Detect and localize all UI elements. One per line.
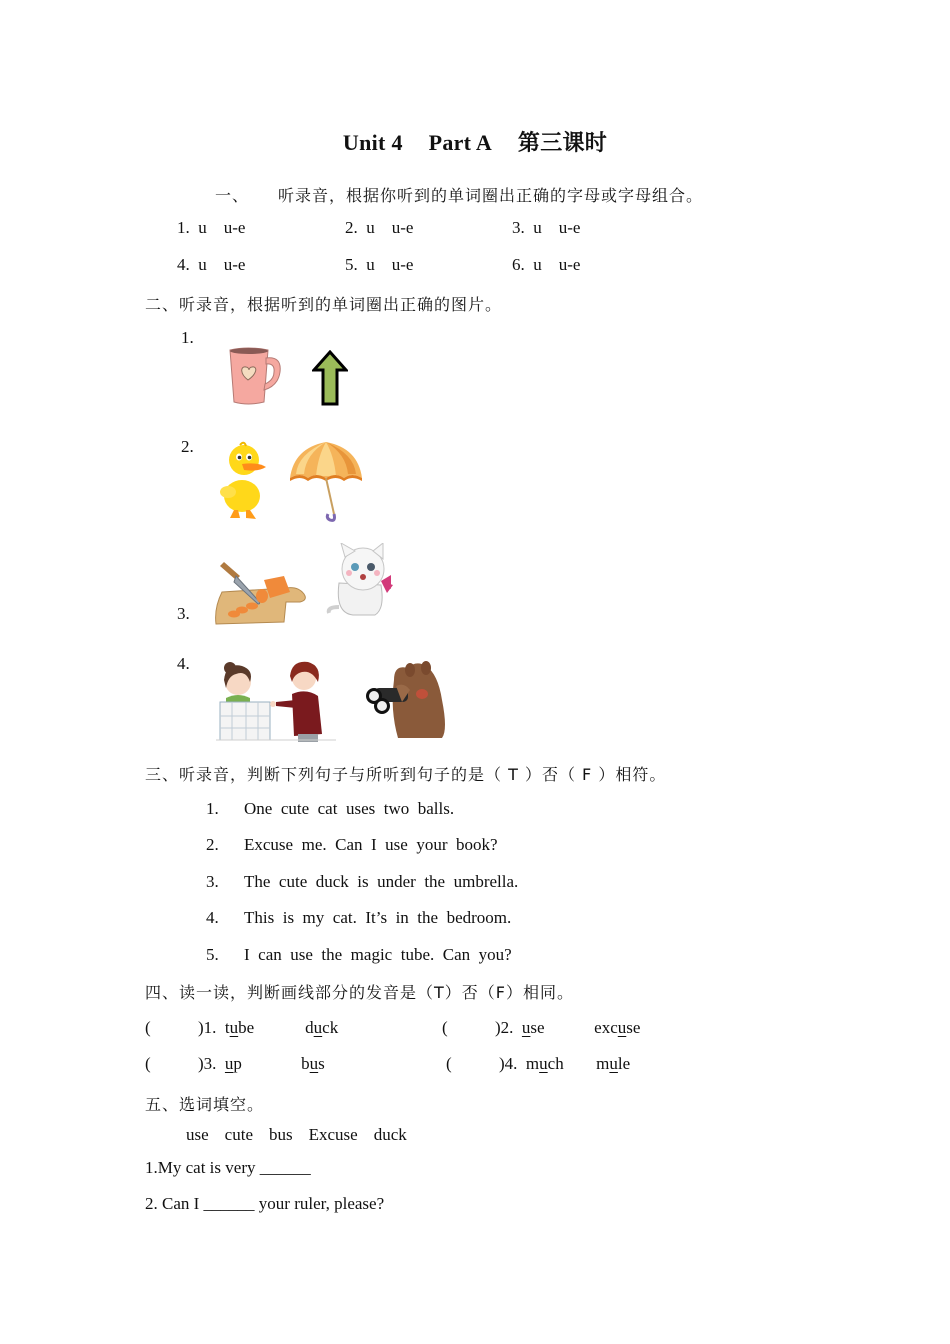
- mug-picture[interactable]: [226, 346, 284, 408]
- up-arrow-picture[interactable]: [312, 350, 348, 406]
- option-u-e[interactable]: u-e: [391, 255, 414, 274]
- section4-item-3: ( )3. up bus: [145, 1054, 325, 1073]
- fill-blank-item-1[interactable]: 1.My cat is very ______: [145, 1158, 311, 1177]
- section4-instruction: 四、读一读，判断画线部分的发音是（T）否（F）相同。: [145, 983, 574, 1002]
- section1-item-2: 2. u u-e: [345, 218, 414, 237]
- option-u[interactable]: u: [198, 255, 207, 274]
- word-bank-item: cute: [224, 1125, 253, 1144]
- kids-with-map-picture[interactable]: [216, 660, 336, 742]
- section3-item-1: 1. One cute cat uses two balls.: [206, 799, 455, 818]
- option-u[interactable]: u: [366, 255, 375, 274]
- section3-item-2: 2. Excuse me. Can I use your book?: [206, 835, 498, 854]
- option-u[interactable]: u: [198, 218, 207, 237]
- word-bank-item: use: [186, 1125, 209, 1144]
- title-unit: Unit 4: [342, 130, 403, 155]
- option-u-e[interactable]: u-e: [223, 218, 246, 237]
- word-duck: duck: [305, 1018, 339, 1037]
- section1-item-1: 1. u u-e: [177, 218, 246, 237]
- cutting-board-picture[interactable]: [214, 560, 310, 626]
- option-u-e[interactable]: u-e: [223, 255, 246, 274]
- option-u[interactable]: u: [366, 218, 375, 237]
- section1-item-3: 3. u u-e: [512, 218, 581, 237]
- word-bus: bus: [301, 1054, 325, 1073]
- section5-instruction: 五、选词填空。: [145, 1095, 265, 1114]
- word-bank-item: bus: [269, 1125, 293, 1144]
- section1-item-4: 4. u u-e: [177, 255, 246, 274]
- title-lesson: 第三课时: [517, 130, 608, 155]
- word-much: much: [525, 1054, 564, 1073]
- section3-item-3: 3. The cute duck is under the umbrella.: [206, 872, 519, 891]
- word-excuse: excuse: [594, 1018, 641, 1037]
- section2-num-4: 4.: [177, 654, 190, 673]
- duck-picture[interactable]: [214, 440, 270, 522]
- section1-marker: 一、: [215, 186, 250, 205]
- section1-item-5: 5. u u-e: [345, 255, 414, 274]
- section2-num-1: 1.: [181, 328, 194, 347]
- bear-with-binoculars-picture[interactable]: [360, 660, 450, 738]
- word-tube: tube: [224, 1018, 255, 1037]
- section2-num-3: 3.: [177, 604, 190, 623]
- option-u-e[interactable]: u-e: [391, 218, 414, 237]
- section3-instruction: 三、听录音，判断下列句子与所听到句子的是（ T ）否（ F ）相符。: [145, 765, 667, 784]
- word-mule: mule: [596, 1054, 631, 1073]
- page-title: [0, 126, 950, 157]
- answer-blank-open[interactable]: (: [145, 1054, 151, 1073]
- fill-blank-item-2[interactable]: 2. Can I ______ your ruler, please?: [145, 1194, 385, 1213]
- word-bank-item: duck: [373, 1125, 407, 1144]
- option-u-e[interactable]: u-e: [558, 255, 581, 274]
- umbrella-picture[interactable]: [288, 440, 364, 522]
- section3-item-5: 5. I can use the magic tube. Can you?: [206, 945, 512, 964]
- section1-instruction: 听录音，根据你听到的单词圈出正确的字母或字母组合。: [278, 186, 704, 205]
- answer-blank-open[interactable]: (: [145, 1018, 151, 1037]
- answer-blank-open[interactable]: (: [442, 1018, 448, 1037]
- word-bank-item: Excuse: [308, 1125, 358, 1144]
- answer-blank-open[interactable]: (: [446, 1054, 452, 1073]
- section2-instruction: 二、听录音，根据听到的单词圈出正确的图片。: [145, 295, 503, 314]
- word-use: use: [521, 1018, 545, 1037]
- section3-item-4: 4. This is my cat. It’s in the bedroom.: [206, 908, 512, 927]
- section4-item-2: ( )2. use excuse: [442, 1018, 641, 1037]
- cute-cat-picture[interactable]: [325, 543, 397, 619]
- option-u[interactable]: u: [533, 218, 542, 237]
- section4-item-1: ( )1. tube duck: [145, 1018, 339, 1037]
- word-up: up: [224, 1054, 242, 1073]
- option-u[interactable]: u: [533, 255, 542, 274]
- word-bank: [186, 1125, 423, 1145]
- title-part: Part A: [428, 130, 493, 155]
- section1-item-6: 6. u u-e: [512, 255, 581, 274]
- section2-num-2: 2.: [181, 437, 194, 456]
- option-u-e[interactable]: u-e: [558, 218, 581, 237]
- section4-item-4: ( )4. much mule: [446, 1054, 631, 1073]
